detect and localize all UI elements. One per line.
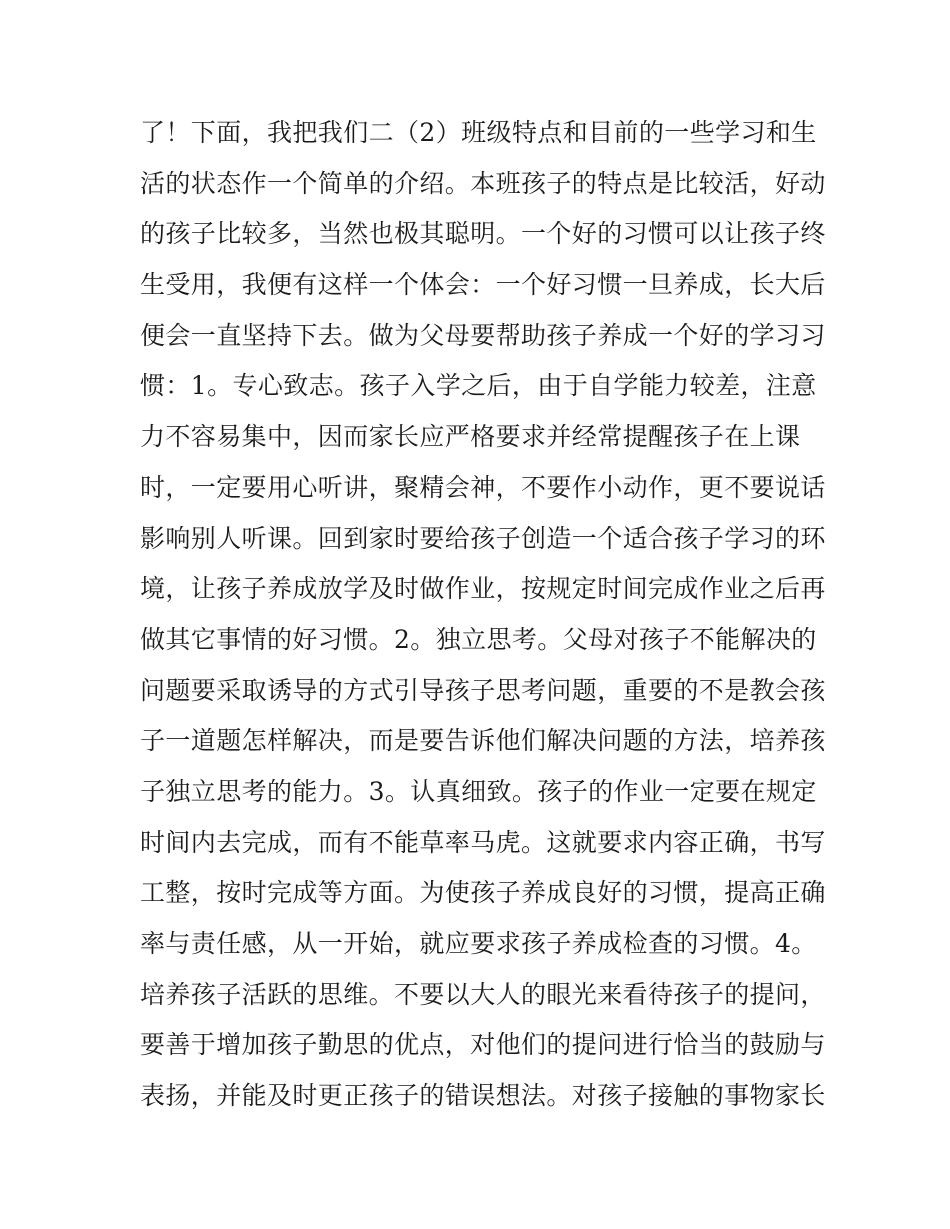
text-line: 惯：1。专心致志。孩子入学之后，由于自学能力较差，注意 <box>140 371 817 401</box>
text-line: 境，让孩子养成放学及时做作业，按规定时间完成作业之后再 <box>140 574 826 604</box>
text-line: 时间内去完成，而有不能草率马虎。这就要求内容正确，书写 <box>140 827 826 857</box>
text-line: 工整，按时完成等方面。为使孩子养成良好的习惯，提高正确 <box>140 878 826 908</box>
text-line: 子独立思考的能力。3。认真细致。孩子的作业一定要在规定 <box>140 776 817 806</box>
text-line: 问题要采取诱导的方式引导孩子思考问题，重要的不是教会孩 <box>140 675 826 705</box>
text-line: 子一道题怎样解决，而是要告诉他们解决问题的方法，培养孩 <box>140 726 826 756</box>
text-line: 要善于增加孩子勤思的优点，对他们的提问进行恰当的鼓励与 <box>140 1030 826 1060</box>
text-line: 力不容易集中，因而家长应严格要求并经常提醒孩子在上课 <box>140 422 801 452</box>
text-line: 的孩子比较多，当然也极其聪明。一个好的习惯可以让孩子终 <box>140 219 826 249</box>
text-line: 便会一直坚持下去。做为父母要帮助孩子养成一个好的学习习 <box>140 320 826 350</box>
text-line: 率与责任感，从一开始，就应要求孩子养成检查的习惯。4。 <box>140 929 817 958</box>
text-line: 活的状态作一个简单的介绍。本班孩子的特点是比较活，好动 <box>140 168 826 198</box>
text-line: 时，一定要用心听讲，聚精会神，不要作小动作，更不要说话 <box>140 472 826 502</box>
text-line: 培养孩子活跃的思维。不要以大人的眼光来看待孩子的提问， <box>140 979 826 1009</box>
body-paragraph <box>140 108 830 1122</box>
text-line: 做其它事情的好习惯。2。独立思考。父母对孩子不能解决的 <box>140 624 817 654</box>
text-line: 表扬，并能及时更正孩子的错误想法。对孩子接触的事物家长 <box>140 1081 826 1111</box>
text-line: 了！下面，我把我们二（2）班级特点和目前的一些学习和生 <box>140 118 817 147</box>
text-line: 生受用，我便有这样一个体会：一个好习惯一旦养成，长大后 <box>140 270 826 300</box>
text-line: 影响别人听课。回到家时要给孩子创造一个适合孩子学习的环 <box>140 523 826 553</box>
